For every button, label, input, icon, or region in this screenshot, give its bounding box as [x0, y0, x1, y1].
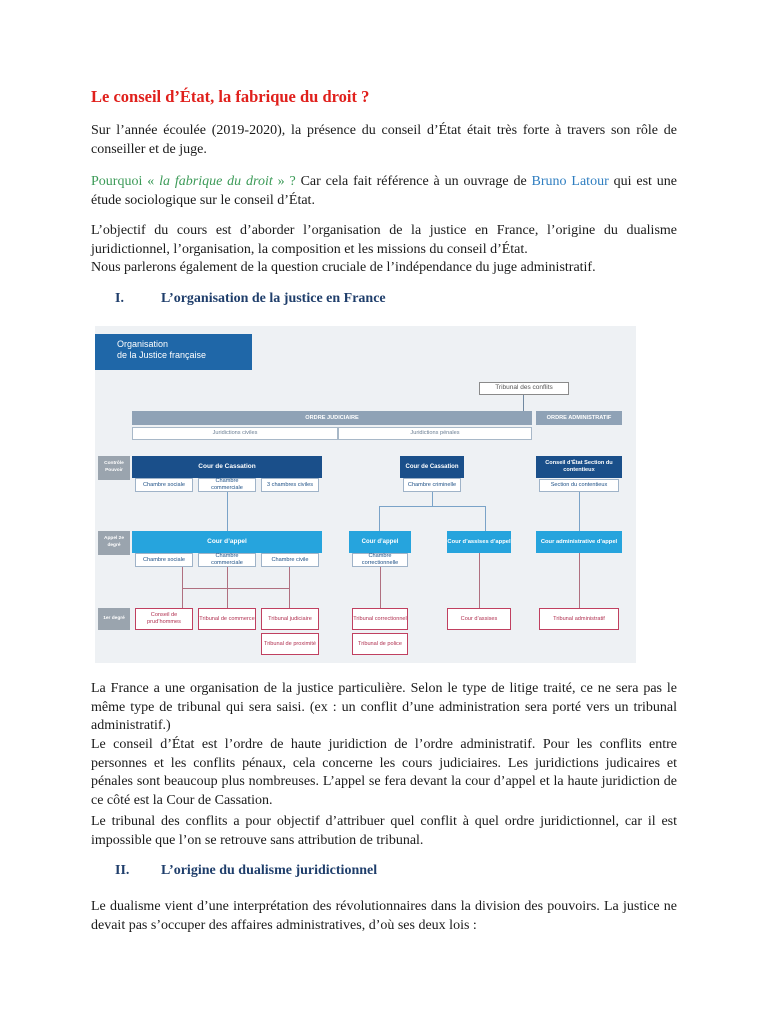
ca-chambre-commerciale-box: Chambre commerciale	[198, 553, 256, 567]
diagram-title: Organisation de la Justice française	[95, 334, 252, 370]
prudhommes-box: Conseil de prud’hommes	[135, 608, 193, 630]
chambre-sociale-box: Chambre sociale	[135, 478, 193, 492]
connector	[479, 553, 480, 608]
row-label-appel: Appel 2e degré	[98, 531, 130, 555]
author-link[interactable]: Bruno Latour	[531, 174, 609, 189]
ordre-judiciaire-header: ORDRE JUDICIAIRE	[132, 411, 532, 425]
tribunal-commerce-box: Tribunal de commerce	[198, 608, 256, 630]
document-title: Le conseil d’État, la fabrique du droit ?	[91, 87, 370, 106]
chambre-criminelle-box: Chambre criminelle	[403, 478, 461, 492]
justice-organisation-diagram	[95, 326, 636, 663]
conseil-etat-box: Conseil d’État Section du contentieux	[536, 456, 622, 478]
tribunal-proximite-box: Tribunal de proximité	[261, 633, 319, 655]
tribunal-administratif-box: Tribunal administratif	[539, 608, 619, 630]
connector	[182, 588, 290, 589]
intro-text: Sur l’année écoulée (2019-2020), la présence du conseil d’État était très forte à travers son rôle de conseiller et de juge.	[91, 123, 677, 157]
row-label-premier-degre: 1er degré	[98, 608, 130, 630]
cour-assises-appel-box: Cour d’assises d’appel	[447, 531, 511, 553]
connector	[380, 567, 381, 608]
cour-cassation-penal-box: Cour de Cassation	[400, 456, 464, 478]
row-label-controle: Contrôle Pouvoir	[98, 456, 130, 480]
organisation-paragraph: La France a une organisation de la justice particulière. Selon le type de litige traité, ce ne sera pas le même type de tribunal qui sera saisi. (ex : un conflit d’une administration sera porté vers un tribunal administratif.)	[91, 681, 677, 734]
ordre-administratif-header: ORDRE ADMINISTRATIF	[536, 411, 622, 425]
cour-administrative-appel-box: Cour administrative d’appel	[536, 531, 622, 553]
cour-appel-penal-box: Cour d’appel	[349, 531, 411, 553]
tribunal-police-box: Tribunal de police	[352, 633, 408, 655]
connector	[485, 506, 486, 531]
chambre-correctionnelle-box: Chambre correctionnelle	[352, 553, 408, 567]
connector	[379, 506, 380, 531]
section-contentieux-box: Section du contentieux	[539, 479, 619, 492]
book-title: la fabrique du droit	[159, 174, 273, 189]
chambre-commerciale-box: Chambre commerciale	[198, 478, 256, 492]
connector	[579, 553, 580, 608]
tribunal-conflits-paragraph: Le tribunal des conflits a pour objectif d’attribuer quel conflit à quel ordre juridictionnel, car il est impossible que l’on se retrouve sans attribution de tribunal.	[91, 814, 677, 848]
conseil-paragraph: Le conseil d’État est l’ordre de haute juridiction de l’ordre administratif. Pour les conflits entre personnes et les conflits pénaux, cela concerne les cours judiciaires. Les juridictions judicaires et pénales sont beaucoup plus nombreuses. L’appel se fera devant la cour d’appel et la haute juridiction de ce côté est la Cour de Cassation.	[91, 737, 677, 808]
independence-paragraph: Nous parlerons également de la question cruciale de l’indépendance du juge administratif.	[91, 260, 596, 275]
dualisme-paragraph: Le dualisme vient d’une interprétation des révolutionnaires dans la division des pouvoirs. La justice ne devait pas s’occuper des affaires administratives, d’où ses deux lois :	[91, 899, 677, 933]
cour-cassation-box: Cour de Cassation	[132, 456, 322, 478]
intro-paragraph	[91, 122, 677, 159]
tribunal-judiciaire-box: Tribunal judiciaire	[261, 608, 319, 630]
tribunal-conflits-box: Tribunal des conflits	[479, 382, 569, 395]
juridictions-civiles: Juridictions civiles	[132, 427, 338, 440]
trois-chambres-civiles-box: 3 chambres civiles	[261, 478, 319, 492]
ca-chambre-sociale-box: Chambre sociale	[135, 553, 193, 567]
cour-assises-box: Cour d’assises	[447, 608, 511, 630]
ca-chambre-civile-box: Chambre civile	[261, 553, 319, 567]
why-label: Pourquoi « la fabrique du droit » ?	[91, 174, 296, 189]
connector	[432, 492, 433, 506]
connector	[579, 492, 580, 531]
tribunal-correctionnel-box: Tribunal correctionnel	[352, 608, 408, 630]
why-paragraph: Pourquoi « la fabrique du droit » ? Car cela fait référence à un ouvrage de Bruno Latour qui est une étude sociologique sur le conseil d’État.	[91, 174, 678, 208]
objective-paragraph: L’objectif du cours est d’aborder l’organisation de la justice en France, l’origine du dualisme juridictionnel, l’organisation, la composition et les missions du conseil d’État.	[91, 223, 677, 257]
connector	[379, 506, 485, 507]
cour-appel-box: Cour d’appel	[132, 531, 322, 553]
connector	[227, 492, 228, 531]
juridictions-penales: Juridictions pénales	[338, 427, 532, 440]
